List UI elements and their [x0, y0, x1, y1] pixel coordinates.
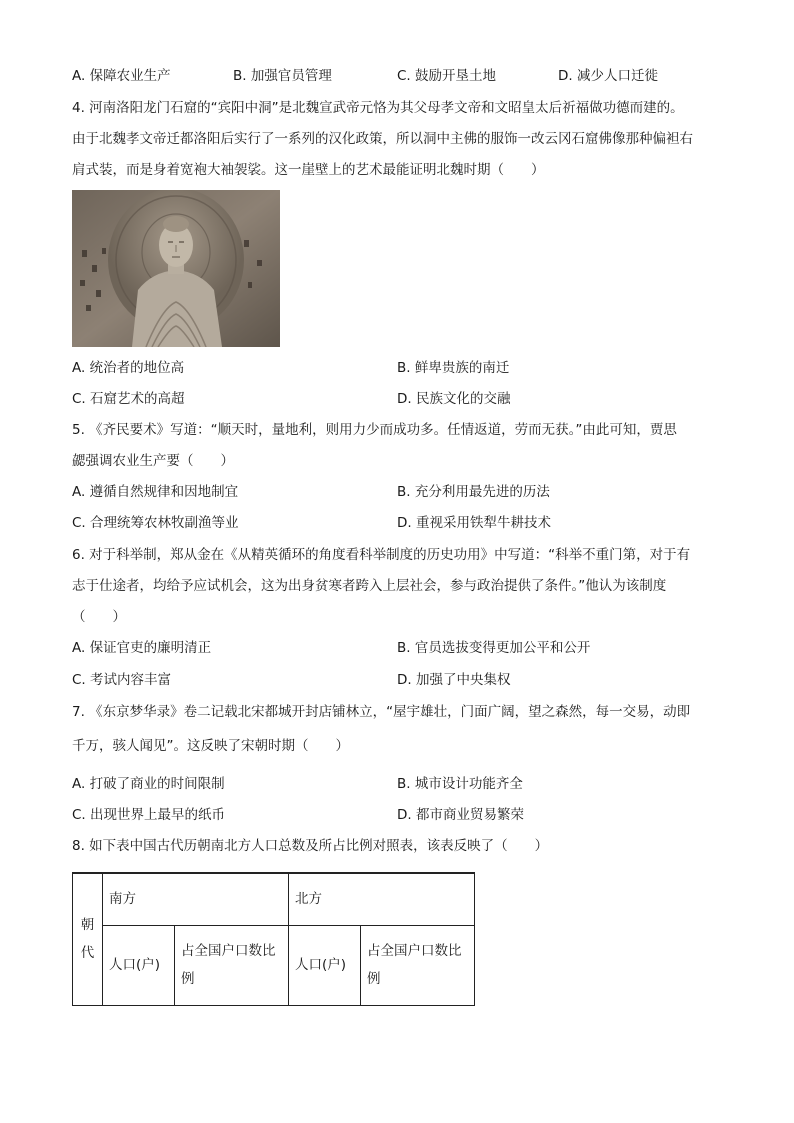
- q6-stem-line-3: （ ）: [72, 609, 126, 625]
- buddha-statue-illustration: [72, 190, 280, 347]
- q8-stem-line-1: 8. 如下表中国古代历朝南北方人口总数及所占比例对照表，该表反映了（ ）: [72, 838, 549, 854]
- q4-stem-line-2: 由于北魏孝文帝迁都洛阳后实行了一系列的汉化政策，所以洞中主佛的服饰一改云冈石窟佛像那种偏袒右: [72, 131, 693, 147]
- q5-option-a: A. 遵循自然规律和因地制宜: [72, 484, 239, 500]
- q5-stem-line-2: 勰强调农业生产要（ ）: [72, 453, 234, 469]
- q4-option-c: C. 石窟艺术的高超: [72, 391, 185, 407]
- q7-option-d: D. 都市商业贸易繁荣: [397, 807, 524, 823]
- q4-option-b: B. 鲜卑贵族的南迁: [397, 360, 510, 376]
- q7-stem-line-1: 7. 《东京梦华录》卷二记载北宋都城开封店铺林立，“屋宇雄壮，门面广阔，望之森然，每一交易，动即: [72, 704, 691, 720]
- q3-option-a: A. 保障农业生产: [72, 68, 171, 84]
- q5-option-c: C. 合理统筹农林牧副渔等业: [72, 515, 239, 531]
- table-header-row: [73, 873, 475, 925]
- buddha-statue-photo: [72, 190, 280, 347]
- population-table: [72, 872, 475, 1006]
- north-header-cell: 北方: [289, 873, 475, 925]
- q6-option-c: C. 考试内容丰富: [72, 672, 172, 688]
- q4-stem-line-1: 4. 河南洛阳龙门石窟的“宾阳中洞”是北魏宣武帝元恪为其父母孝文帝和文昭皇太后祈福做功德而建的。: [72, 100, 684, 116]
- q3-option-c: C. 鼓励开垦土地: [397, 68, 497, 84]
- q5-option-b: B. 充分利用最先进的历法: [397, 484, 550, 500]
- south-population-header: 人口(户): [103, 925, 175, 1005]
- q4-option-d: D. 民族文化的交融: [397, 391, 511, 407]
- q4-stem-line-3: 肩式装，而是身着宽袍大袖袈裟。这一崖壁上的艺术最能证明北魏时期（ ）: [72, 162, 545, 178]
- q3-option-b: B. 加强官员管理: [233, 68, 332, 84]
- q5-option-d: D. 重视采用铁犁牛耕技术: [397, 515, 551, 531]
- q7-option-c: C. 出现世界上最早的纸币: [72, 807, 226, 823]
- q6-option-a: A. 保证官吏的廉明清正: [72, 640, 212, 656]
- q7-option-b: B. 城市设计功能齐全: [397, 776, 523, 792]
- q4-option-a: A. 统治者的地位高: [72, 360, 185, 376]
- south-ratio-header: 占全国户口数比例: [175, 925, 289, 1005]
- north-population-header: 人口(户): [289, 925, 361, 1005]
- q7-option-a: A. 打破了商业的时间限制: [72, 776, 225, 792]
- q6-stem-line-1: 6. 对于科举制，郑从金在《从精英循环的角度看科举制度的历史功用》中写道：“科举不重门第，对于有: [72, 547, 691, 563]
- q3-option-d: D. 减少人口迁徙: [558, 68, 658, 84]
- q7-stem-line-2: 千万，骇人闻见”。这反映了宋朝时期（ ）: [72, 738, 349, 754]
- q5-stem-line-1: 5. 《齐民要术》写道：“顺天时，量地利，则用力少而成功多。任情返道，劳而无获。”由此可知，贾思: [72, 422, 677, 438]
- dynasty-header-cell: 朝代: [73, 873, 103, 1005]
- south-header-cell: 南方: [103, 873, 289, 925]
- north-ratio-header: 占全国户口数比例: [361, 925, 475, 1005]
- q6-stem-line-2: 志于仕途者，均给予应试机会，这为出身贫寒者跨入上层社会，参与政治提供了条件。”他认为该制度: [72, 578, 667, 594]
- q6-option-b: B. 官员选拔变得更加公平和公开: [397, 640, 591, 656]
- q6-option-d: D. 加强了中央集权: [397, 672, 511, 688]
- table-subheader-row: [73, 925, 475, 1005]
